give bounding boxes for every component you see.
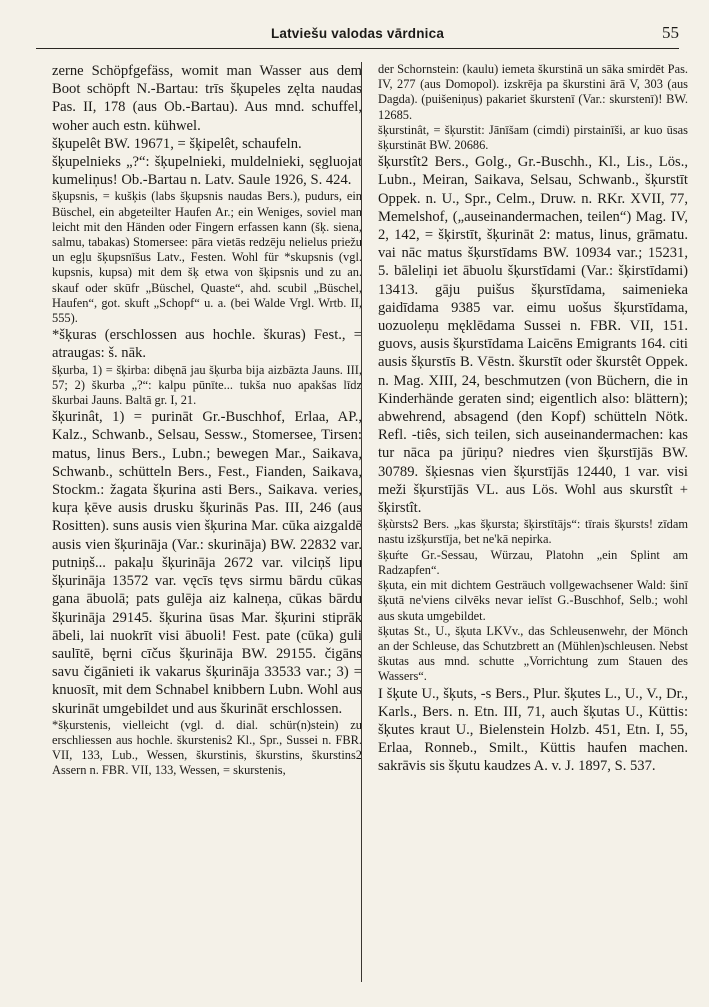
- entry-paragraph: *šķuras (erschlossen aus hochle. škuras) Fest., = atraugas: š. nāk.: [52, 327, 362, 362]
- entry-paragraph: šķupsnis, = kušķis (labs šķupsnis naudas Bers.), pudurs, ein Büschel, ein abgeteilter Haufen Ar.; ein Weniges, soviel man leicht mit den Händen oder Fingern erfassen kann (šķ. siena, salmu, tabakas) Stomersee: pāra vietās redzēju nelielus priežu un egļu šķupsnīšus Latv., Festen. Wohl für *skupsnis (vgl. kupsnis, kupsa) mit dem šķ etwa von šķipsnis und zu an. skauf oder skūfr „Büschel, Quaste“, ahd. scubil „Büschel, Haufen“, got. skuft „Schopf“ u. a. (bei Walde Vrgl. Wrtb. II, 555).: [52, 189, 362, 326]
- entry-paragraph: šķurba, 1) = šķirba: dibęnā jau šķurba bija aizbāzta Jauns. III, 57; 2) škurba „?“: kalpu pūnīte... tukša nuo apakšas līdz škurbai Jauns. Baltā gr. I, 21.: [52, 362, 362, 408]
- entry-paragraph: šķurinât, 1) = purināt Gr.-Buschhof, Erlaa, AP., Kalz., Schwanb., Selsau, Sessw., Stomersee, Tirsen: matus, linus Bers., Lubn.; bewegen Mar., Saikava, Schwanb., schütteln Bers., Fest., Fianden, Saikava, Stockm.: žagata šķurina asti Bers., Saikava. veries, kuŗa ķēve ausis drusku šķurinās Pas. III, 246 (aus Rositten). suns ausis vien šķurina Mar. cūka aizgaldē ausis vien šķurināja (Var.: skurināja) BW. 22832 var. putniņš... pakaļu šķurināja 2672 var. vilciņš lipu šķurināja 13572 var. vęcīs tęvs sirmu bārdu cūkas gana ābuolā; pats gulēja aiz kalneņa, cūkas bārdu šķurināja 29145. šķurina ūsas Mar. šķurini stiprāk ābeli, lai nuokrīt visi ābuoli! Fest. pate (cūka) guli saulītē, bęrni cīčus šķurināja BW. 29155. čigāns savu čigānieti ik vakarus šķurināja 33533 var.; 3) = knuosīt, mit dem Schnabel knibbern Lubn. Wohl aus skurināt umgebildet und aus škurināt erschlossen.: [52, 409, 362, 717]
- entry-paragraph: šķurstinât, = šķurstit: Jānīšam (cimdi) pirstainīši, ar kuo ūsas šķurstināt BW. 20686.: [378, 122, 688, 153]
- right-column: [378, 62, 688, 776]
- page-number: 55: [662, 23, 679, 42]
- entry-paragraph: der Schornstein: (kaulu) iemeta škurstinā un sāka smirdēt Pas. IV, 277 (aus Domopol). izskrēja pa škurstini ārā V, 303 (aus Dagda). (puišeniņus) pakariet škurstenī (Var.: skurstenī)! BW. 12685.: [378, 62, 688, 122]
- entry-paragraph: šķupelnieks „?“: šķupelnieki, muldelnieki, sęgluojat kumeliņus! Ob.-Bartau n. Latv. Saule 1926, S. 424.: [52, 154, 362, 189]
- entry-paragraph: I šķute U., šķuts, -s Bers., Plur. šķutes L., U., V., Dr., Karls., Bers. n. Etn. III, 71, auch šķutas U., Küttis: šķutes kraut U., Bielenstein Holzb. 451, Etn. I, 55, Erlaa, Ronneb., Smilt., Küttis haufen machen. sakrāvis sis šķutu kaudzes A. v. J. 1897, S. 537.: [378, 685, 688, 775]
- entry-paragraph: šķuŕte Gr.-Sessau, Würzau, Platohn „ein Splint am Radzapfen“.: [378, 547, 688, 577]
- running-title: Latviešu valodas vārdnica: [270, 26, 445, 41]
- entry-paragraph: šķuta, ein mit dichtem Gesträuch vollgewachsener Wald: šinī šķutā ne'viens cilvēks nevar ielīst G.-Buschhof, Selb.; wohl aus skuta umgebildet.: [378, 578, 688, 623]
- column-divider: [361, 62, 362, 982]
- left-column: [52, 62, 362, 779]
- entry-paragraph: zerne Schöpfgefäss, womit man Wasser aus dem Boot schöpft N.-Bartau: trīs šķupeles zęlta naudas Pas. II, 178 (aus Ob.-Bartau). Aus mnd. schuffel, woher auch estn. kühwel.: [52, 63, 362, 134]
- entry-paragraph: *šķurstenis, vielleicht (vgl. d. dial. schür(n)stein) zu erschliessen aus hochle. škurstenis2 Kl., Spr., Sussei n. FBR. VII, 133, Lub., Wessen, škurstinis, škurstins, škurstins2 Assern n. FBR. VII, 133, Wessen, = skurstenis,: [52, 717, 362, 778]
- page-header: [36, 22, 679, 49]
- entry-paragraph: šķurstît2 Bers., Golg., Gr.-Buschh., Kl., Lis., Lös., Lubn., Meiran, Saikava, Selsau, Schwanb., šķurstīt Oppek. n. U., Spr., Celm., Druw. n. RKr. XVII, 77, Memelshof, („auseinandermachen, teilen“) Mag. IV, 2, 142, = šķirstīt, šķurināt 2: matus, linus, grāmatu. vai nāc matus šķurstīdams BW. 10934 var.; 15231, 5. bāleliņi iet ābuolu šķurstīdami (Var.: šķirstīdami) 13413. gāju puišus šķurstīdama, saimenieka gaidīdama 9385 var. eimu uošus šķurstīdama, uozuoleņu męklēdama Sussei n. FBR. VII, 151. guovs, ausis šķurstīdama Laicēns Emigrants 164. citi ausis šķurstīs B. Vēstn. škurstīt oder škurstêt Oppek. n. Mag. XIII, 24, beschmutzen (von Büchern, die in Kinderhände geraten sind; eigentlich also: blättern); abwehrend, absagend (den Kopf) schütteln Nötk. Refl. -tiês, sich teilen, sich auseinandermachen: kas tur nāca pa jūriņu? niedres vien šķurstījās BW. 30789. šķiesnas vien šķurstījās 12440, 1 var. visi meži šķurstījās VL. aus Lös. Wohl aus skurstît + šķirstît.: [378, 154, 688, 517]
- entry-paragraph: šķutas St., U., šķuta LKVv., das Schleusenwehr, der Mönch an der Schleuse, das Schutzbrett an (Mühlen)schleusen. Nebst škutas aus mnd. schutte „Vorrichtung zum Stauen des Wassers“.: [378, 623, 688, 684]
- entry-paragraph: šķùrsts2 Bers. „kas šķursta; šķirstītājs“: tīrais šķursts! zīdam nastu izšķurstīja, bet ne'kā nepirka.: [378, 517, 688, 547]
- entry-paragraph: šķupelêt BW. 19671, = šķipelêt, schaufeln.: [52, 135, 302, 152]
